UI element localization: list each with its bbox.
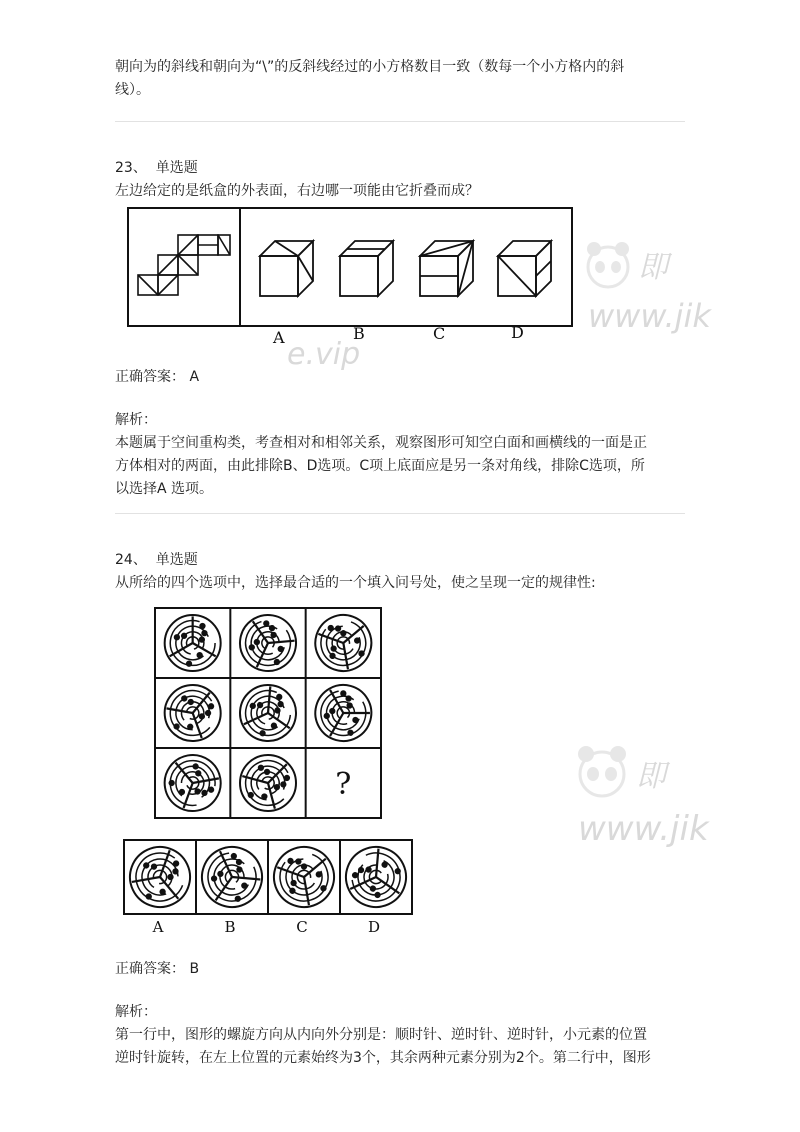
q24-cell-figure bbox=[305, 675, 381, 751]
q24-cell-figure bbox=[165, 615, 221, 671]
watermark-brand: 即 bbox=[636, 759, 666, 794]
q24-question: 从所给的四个选项中，选择最合适的一个填入问号处，使之呈现一定的规律性: bbox=[115, 575, 596, 591]
q24-option-figure-c bbox=[266, 839, 343, 916]
q23-option-label-b: B bbox=[353, 324, 365, 343]
q24-cell-figure bbox=[160, 751, 225, 816]
watermark-top bbox=[580, 225, 711, 375]
q23-figure bbox=[125, 203, 575, 350]
q23-option-label-a: A bbox=[273, 328, 285, 347]
q24-header bbox=[115, 549, 687, 572]
q23-option-label-d: D bbox=[511, 323, 524, 342]
q24-option-figure-b bbox=[192, 837, 272, 917]
q24-cell-figure bbox=[229, 604, 307, 682]
intro-line-2: 线）。 bbox=[115, 82, 150, 98]
q23-answer-label: 正确答案： bbox=[115, 369, 185, 385]
q24-answer-value: B bbox=[189, 961, 200, 977]
q24-type: 单选题 bbox=[155, 552, 198, 568]
watermark-bottom bbox=[572, 730, 709, 880]
q24-option-label-b: B bbox=[224, 918, 236, 936]
panda-icon bbox=[578, 746, 626, 796]
q24-option-label-c: C bbox=[296, 918, 308, 936]
q24-analysis-line-1: 第一行中，图形的螺旋方向从内向外分别是：顺时针、逆时针、逆时针，小元素的位置 bbox=[115, 1027, 647, 1043]
q23-question: 左边给定的是纸盒的外表面，右边哪一项能由它折叠而成？ bbox=[115, 183, 479, 199]
q23-answer-value: A bbox=[189, 369, 200, 385]
q24-question-mark: ? bbox=[335, 767, 352, 802]
q24-option-label-a: A bbox=[152, 918, 164, 936]
q24-option-figure-d bbox=[336, 837, 416, 917]
q24-option-figure-a bbox=[122, 839, 199, 916]
q23-cube-c bbox=[420, 241, 473, 296]
q23-analysis-line-1: 本题属于空间重构类，考查相对和相邻关系，观察图形可知空白面和画横线的一面是正 bbox=[115, 435, 647, 451]
q23-analysis-line-3: 以选择A 选项。 bbox=[115, 481, 214, 497]
q24-number: 24、 bbox=[115, 552, 147, 568]
q24-option-label-d: D bbox=[367, 918, 381, 936]
divider bbox=[115, 513, 685, 514]
q23-header bbox=[115, 157, 687, 180]
q24-answer bbox=[115, 958, 687, 981]
q24-answer-label: 正确答案： bbox=[115, 961, 185, 977]
q24-cell-figure bbox=[238, 683, 299, 744]
q23-option-label-c: C bbox=[433, 324, 446, 343]
panda-icon bbox=[587, 242, 629, 287]
q23-type: 单选题 bbox=[155, 160, 198, 176]
q23-cube-a bbox=[260, 241, 313, 296]
q23-cube-b bbox=[340, 241, 393, 296]
divider bbox=[115, 121, 685, 122]
watermark-brand: 即 bbox=[638, 250, 668, 285]
q24-cell-figure bbox=[307, 607, 379, 679]
q23-cube-d bbox=[498, 241, 551, 296]
watermark-url: www.jik bbox=[588, 297, 711, 335]
intro-line-1: 朝向为的斜线和朝向为“\”的反斜线经过的小方格数目一致（数每一个小方格内的斜 bbox=[115, 59, 625, 75]
q23-number: 23、 bbox=[115, 160, 147, 176]
q24-cell-figure bbox=[228, 743, 307, 822]
q23-figure-frame bbox=[128, 208, 572, 326]
watermark-url: www.jik bbox=[578, 809, 709, 849]
q24-grid bbox=[150, 603, 386, 819]
q23-analysis-line-2: 方体相对的两面，由此排除B、D选项。C项上底面应是另一条对角线，排除C选项，所 bbox=[115, 458, 645, 474]
q23-analysis-label: 解析： bbox=[115, 412, 157, 428]
watermark-url-2: e.vip bbox=[287, 337, 361, 372]
q24-analysis-label: 解析： bbox=[115, 1004, 157, 1020]
watermark-top-url-2 bbox=[285, 330, 405, 375]
q24-analysis-line-2: 逆时针旋转，在左上位置的元素始终为3个，其余两种元素分别为2个。第二行中，图形 bbox=[115, 1050, 651, 1066]
q24-cell-figure bbox=[153, 674, 232, 753]
q24-options bbox=[120, 838, 416, 936]
q23-box-net bbox=[138, 235, 230, 295]
